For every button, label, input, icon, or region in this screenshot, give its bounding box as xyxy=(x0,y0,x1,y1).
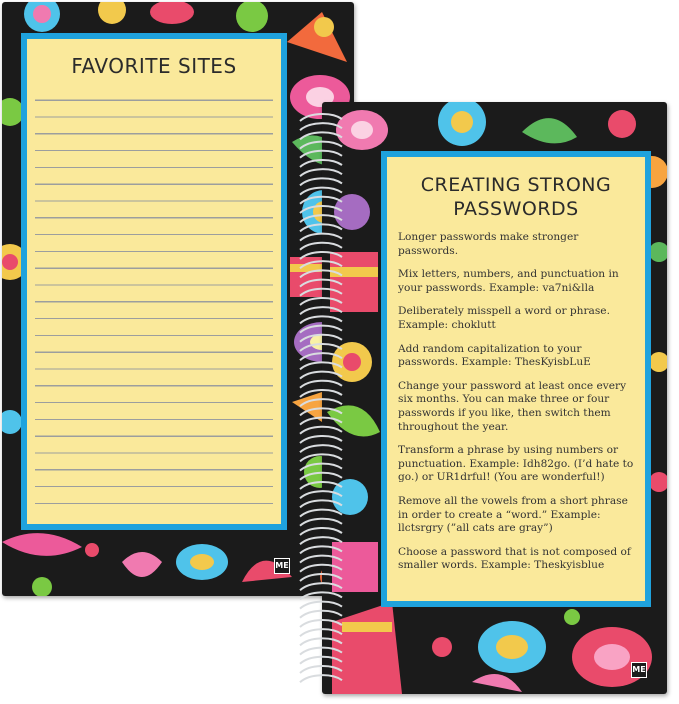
spiral-coil xyxy=(300,132,342,139)
spiral-coil xyxy=(300,464,342,471)
spiral-coil xyxy=(300,234,342,241)
spiral-coil xyxy=(300,307,342,314)
spiral-coil xyxy=(300,500,342,507)
spiral-coil xyxy=(300,648,342,655)
spiral-coil xyxy=(300,620,342,627)
spiral-coil xyxy=(300,491,342,498)
spiral-coil xyxy=(300,583,342,590)
spiral-coil xyxy=(300,546,342,553)
spiral-coil xyxy=(300,326,342,333)
spiral-coil xyxy=(300,188,342,195)
spiral-coil xyxy=(300,510,342,517)
spiral-coil xyxy=(300,592,342,599)
spiral-coil xyxy=(300,335,342,342)
spiral-coil xyxy=(300,224,342,231)
spiral-coil xyxy=(300,215,342,222)
tip-item: Longer passwords make stronger passwords. xyxy=(398,231,579,257)
spiral-coil xyxy=(300,316,342,323)
spiral-coil xyxy=(300,178,342,185)
tip-item: Choose a password that is not composed of smaller words. Example: Theskyisblue xyxy=(398,545,631,572)
spiral-coil xyxy=(300,638,342,645)
spiral-coil xyxy=(300,280,342,287)
spiral-coil xyxy=(300,270,342,277)
spiral-coil xyxy=(300,197,342,204)
spiral-coil xyxy=(300,666,342,673)
spiral-coil xyxy=(300,399,342,406)
spiral-coil xyxy=(300,611,342,618)
spiral-coil xyxy=(300,629,342,636)
spiral-coil xyxy=(300,556,342,563)
spiral-coil xyxy=(300,574,342,581)
spiral-coil xyxy=(300,454,342,461)
spiral-coil xyxy=(300,436,342,443)
spiral-coil xyxy=(300,381,342,388)
spiral-coil xyxy=(300,289,342,296)
tip-item: Mix letters, numbers, and punctuation in your passwords. Example: va7ni&lla xyxy=(398,268,619,294)
spiral-coil xyxy=(300,252,342,259)
spiral-coil xyxy=(300,114,342,121)
title-line-1: CREATING STRONG xyxy=(420,174,612,196)
tip-item: Deliberately misspell a word or phrase. Example: choklutt xyxy=(398,305,610,331)
spiral-coil xyxy=(300,445,342,452)
spiral-coil xyxy=(300,519,342,526)
spiral-coil xyxy=(300,537,342,544)
spiral-coil xyxy=(300,675,342,682)
tip-item: Change your password at least once every six months. You can make three or four passwords if you like, then switch them throughout the year. xyxy=(398,379,627,433)
strong-passwords-page xyxy=(381,151,651,607)
favorite-sites-title: FAVORITE SITES xyxy=(71,54,237,78)
spiral-coil xyxy=(300,657,342,664)
tip-item: Remove all the vowels from a short phrase in order to create a “word.” Example: llctsrgry (”all cats are gray”) xyxy=(398,494,628,535)
tip-item: Transform a phrase by using numbers or punctuation. Example: Idh82go. (I’d hate to go.) or UR1drful! (You are wonderful!) xyxy=(398,444,634,484)
spiral-coil xyxy=(300,151,342,158)
spiral-coil xyxy=(300,427,342,434)
spiral-coil xyxy=(300,298,342,305)
brand-logo: ME xyxy=(274,558,290,574)
spiral-coil xyxy=(300,353,342,360)
spiral-coil xyxy=(300,123,342,130)
favorite-sites-page xyxy=(21,33,287,530)
strong-passwords-notebook xyxy=(322,102,667,694)
spiral-coil xyxy=(300,142,342,149)
password-tips-list xyxy=(387,231,645,573)
spiral-coil xyxy=(300,565,342,572)
spiral-coil xyxy=(300,206,342,213)
title-line-2: PASSWORDS xyxy=(453,198,579,220)
spiral-coil xyxy=(300,473,342,480)
spiral-binding xyxy=(296,110,346,690)
spiral-coil xyxy=(300,372,342,379)
spiral-coil xyxy=(300,261,342,268)
tip-item: Add random capitalization to your passwords. Example: ThesKyisbLuE xyxy=(398,342,591,369)
spiral-coil xyxy=(300,169,342,176)
spiral-coil xyxy=(300,528,342,535)
spiral-coil xyxy=(300,390,342,397)
spiral-coil xyxy=(300,243,342,250)
spiral-coil xyxy=(300,160,342,167)
spiral-coil xyxy=(300,418,342,425)
spiral-coil xyxy=(300,482,342,489)
spiral-coil xyxy=(300,408,342,415)
spiral-coil xyxy=(300,362,342,369)
brand-logo: ME xyxy=(631,662,647,678)
spiral-coil xyxy=(300,602,342,609)
strong-passwords-title xyxy=(387,173,645,221)
ruled-lines xyxy=(35,84,273,512)
spiral-coil xyxy=(300,344,342,351)
